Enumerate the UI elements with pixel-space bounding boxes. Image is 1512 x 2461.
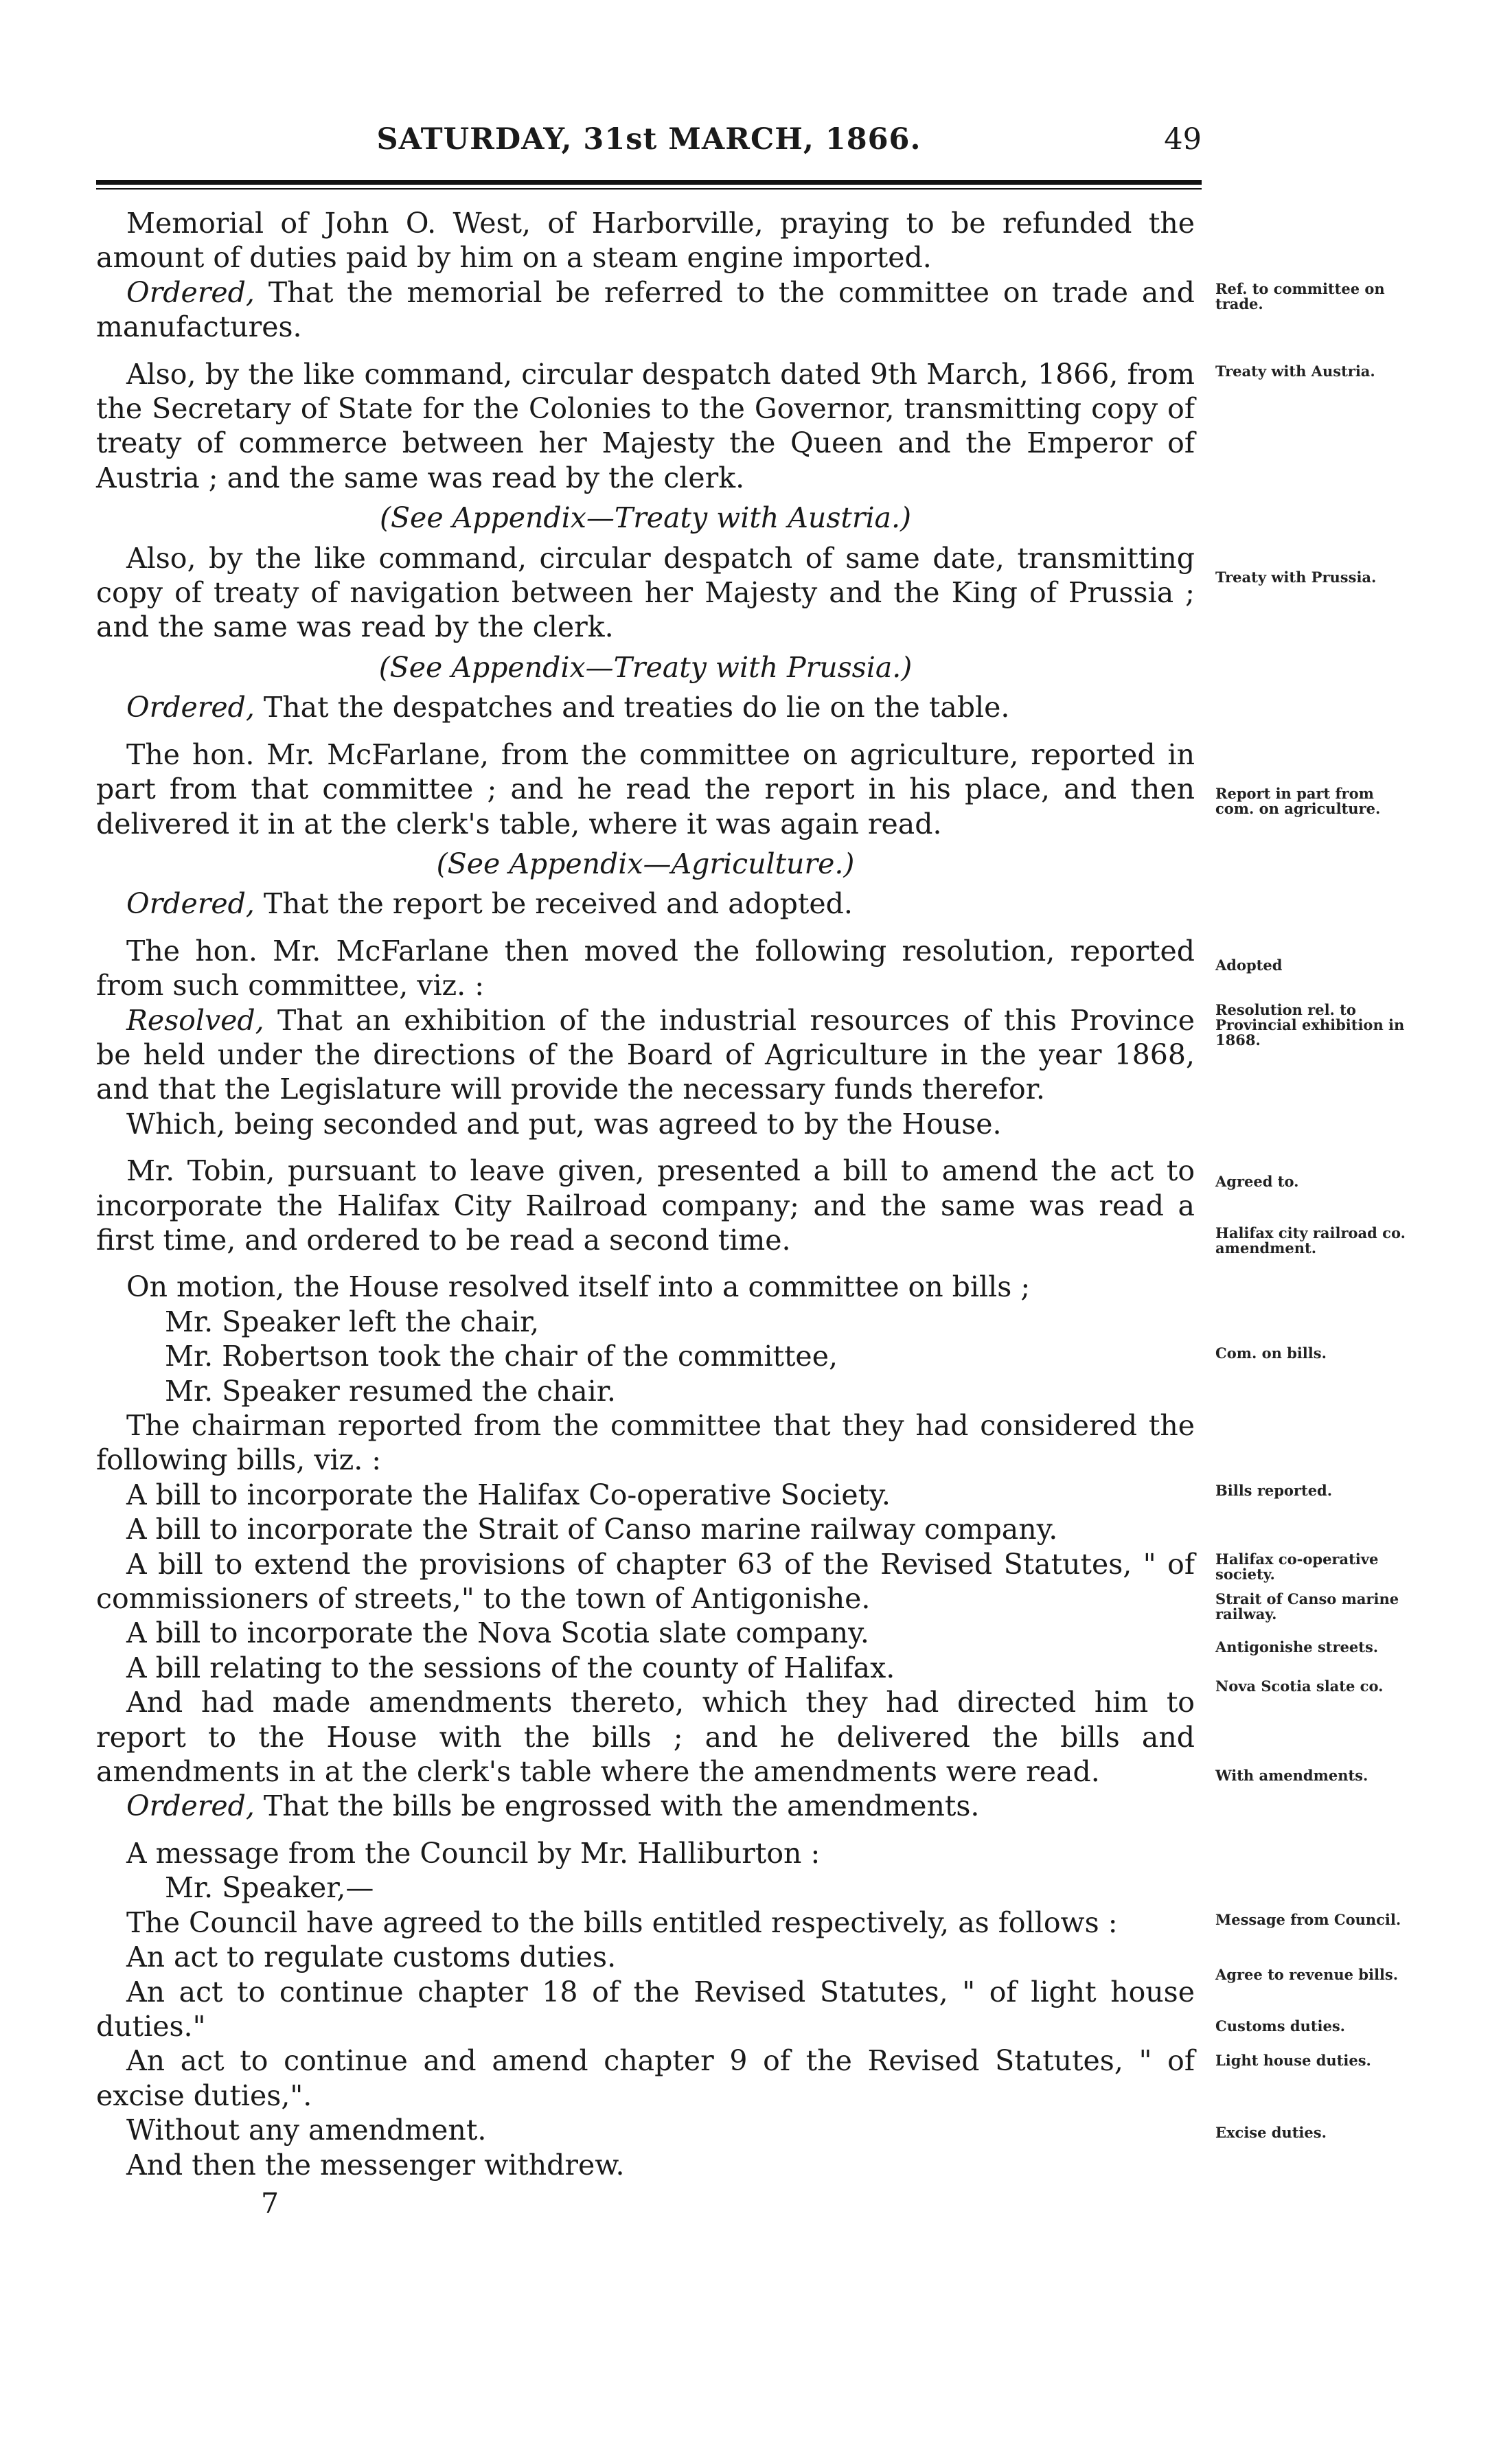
- bill-item: A bill to incorporate the Nova Scotia slate company.: [126, 1616, 869, 1650]
- bill-item: A bill to incorporate the Halifax Co-operative Society.: [126, 1478, 891, 1511]
- paragraph: The hon. Mr. McFarlane, from the committee on agriculture, reported in part from that committee ; and he read the report in his place, and then delivered it in at the clerk's table, where it was again read.: [96, 737, 1195, 840]
- paragraph: Mr. Speaker resumed the chair.: [165, 1374, 616, 1408]
- margin-note: Excise duties.: [1215, 2124, 1327, 2141]
- signature-mark: 7: [261, 2186, 279, 2220]
- paragraph: Memorial of John O. West, of Harborville, praying to be refunded the amount of duties paid by him on a steam engine imported.: [96, 207, 1195, 275]
- appendix-reference: (See Appendix—Treaty with Austria.): [379, 501, 912, 535]
- margin-note: Halifax city railroad co. amendment.: [1215, 1224, 1406, 1257]
- paragraph-text: That the bills be engrossed with the amendments.: [263, 1789, 980, 1823]
- paragraph-text: That the despatches and treaties do lie on the table.: [263, 691, 1010, 724]
- paragraph: [96, 1003, 1195, 1107]
- margin-note: Com. on bills.: [1215, 1344, 1327, 1362]
- header-rule-thin: [96, 188, 1202, 190]
- bill-item: A bill to extend the provisions of chapter 63 of the Revised Statutes, " of commissioners of streets," to the town of Antigonishe.: [96, 1547, 1195, 1616]
- appendix-reference: (See Appendix—Treaty with Prussia.): [378, 650, 913, 684]
- margin-note: Agree to revenue bills.: [1215, 1966, 1399, 1983]
- paragraph-text: That an exhibition of the industrial resources of this Province be held under the directions of the Board of Agriculture in the year 1868, and that the Legislature will provide the necessary funds therefor.: [96, 1003, 1195, 1106]
- margin-note: Treaty with Prussia.: [1215, 569, 1377, 586]
- paragraph: Which, being seconded and put, was agreed to by the House.: [126, 1107, 1002, 1141]
- paragraph: And then the messenger withdrew.: [126, 2148, 625, 2182]
- resolved-lead: Resolved,: [126, 1003, 264, 1037]
- paragraph: Mr. Speaker left the chair,: [165, 1305, 540, 1338]
- appendix-reference: (See Appendix—Agriculture.): [436, 847, 855, 880]
- margin-note: Resolution rel. to Provincial exhibition in 1868.: [1215, 1001, 1405, 1049]
- margin-note: Light house duties.: [1215, 2052, 1371, 2069]
- margin-note: Strait of Canso marine railway.: [1215, 1590, 1399, 1623]
- margin-note: With amendments.: [1215, 1767, 1368, 1784]
- margin-note: Halifax co-operative society.: [1215, 1550, 1379, 1583]
- paragraph: The chairman reported from the committee that they had considered the following bills, viz. :: [96, 1409, 1195, 1477]
- margin-note: Bills reported.: [1215, 1482, 1333, 1499]
- margin-note: Treaty with Austria.: [1215, 363, 1375, 380]
- paragraph: And had made amendments thereto, which they had directed him to report to the House with the bills ; and he delivered the bills and amendments in at the clerk's table where the amendments were read.: [96, 1686, 1195, 1789]
- margin-note: Message from Council.: [1215, 1911, 1401, 1928]
- margin-note: Antigonishe streets.: [1215, 1638, 1379, 1656]
- margin-note: Adopted: [1215, 957, 1283, 974]
- paragraph: [96, 886, 1195, 921]
- paragraph: Mr. Speaker,—: [165, 1871, 374, 1905]
- paragraph: Mr. Robertson took the chair of the committee,: [165, 1340, 838, 1373]
- page-title: SATURDAY, 31st MARCH, 1866.: [376, 122, 921, 157]
- paragraph: [96, 275, 1195, 345]
- paragraph: Also, by the like command, circular despatch of same date, transmitting copy of treaty of navigation between her Majesty and the King of Prussia ; and the same was read by the clerk.: [96, 541, 1195, 644]
- ordered-lead: Ordered,: [126, 691, 255, 724]
- paragraph: The Council have agreed to the bills entitled respectively, as follows :: [126, 1905, 1118, 1939]
- margin-note: Nova Scotia slate co.: [1215, 1678, 1384, 1695]
- bill-item: An act to continue and amend chapter 9 of the Revised Statutes, " of excise duties,".: [96, 2044, 1195, 2112]
- paragraph-text: That the report be received and adopted.: [263, 887, 853, 921]
- paragraph: On motion, the House resolved itself into a committee on bills ;: [126, 1270, 1031, 1304]
- bill-item: A bill relating to the sessions of the county of Halifax.: [126, 1651, 895, 1684]
- paragraph: Mr. Tobin, pursuant to leave given, presented a bill to amend the act to incorporate the Halifax City Railroad company; and the same was read a first time, and ordered to be read a second time.: [96, 1154, 1195, 1257]
- margin-note: Ref. to committee on trade.: [1215, 280, 1385, 312]
- paragraph: Also, by the like command, circular despatch dated 9th March, 1866, from the Secretary of State for the Colonies to the Governor, transmitting copy of treaty of commerce between her Majesty the Queen and the Emperor of Austria ; and the same was read by the clerk.: [96, 357, 1195, 494]
- header-rule-thick: [96, 180, 1202, 185]
- margin-note: Report in part from com. on agriculture.: [1215, 785, 1381, 817]
- paragraph: The hon. Mr. McFarlane then moved the following resolution, reported from such committee, viz. :: [96, 934, 1195, 1003]
- paragraph: [96, 690, 1195, 724]
- running-head: [96, 122, 1202, 170]
- ordered-lead: Ordered,: [126, 1789, 255, 1823]
- margin-note: Agreed to.: [1215, 1173, 1299, 1190]
- journal-text: [96, 206, 1195, 2221]
- paragraph-text: That the memorial be referred to the committee on trade and manufactures.: [96, 275, 1195, 344]
- margin-note: Customs duties.: [1215, 2017, 1345, 2035]
- ordered-lead: Ordered,: [126, 275, 255, 309]
- paragraph: Without any amendment.: [126, 2114, 487, 2147]
- ordered-lead: Ordered,: [126, 887, 255, 921]
- bill-item: An act to regulate customs duties.: [126, 1941, 617, 1974]
- bill-item: An act to continue chapter 18 of the Revised Statutes, " of light house duties.": [96, 1975, 1195, 2043]
- page-number: 49: [1164, 122, 1202, 157]
- bill-item: A bill to incorporate the Strait of Canso marine railway company.: [126, 1513, 1058, 1546]
- paragraph: [96, 1789, 1195, 1823]
- paragraph: A message from the Council by Mr. Halliburton :: [126, 1836, 821, 1870]
